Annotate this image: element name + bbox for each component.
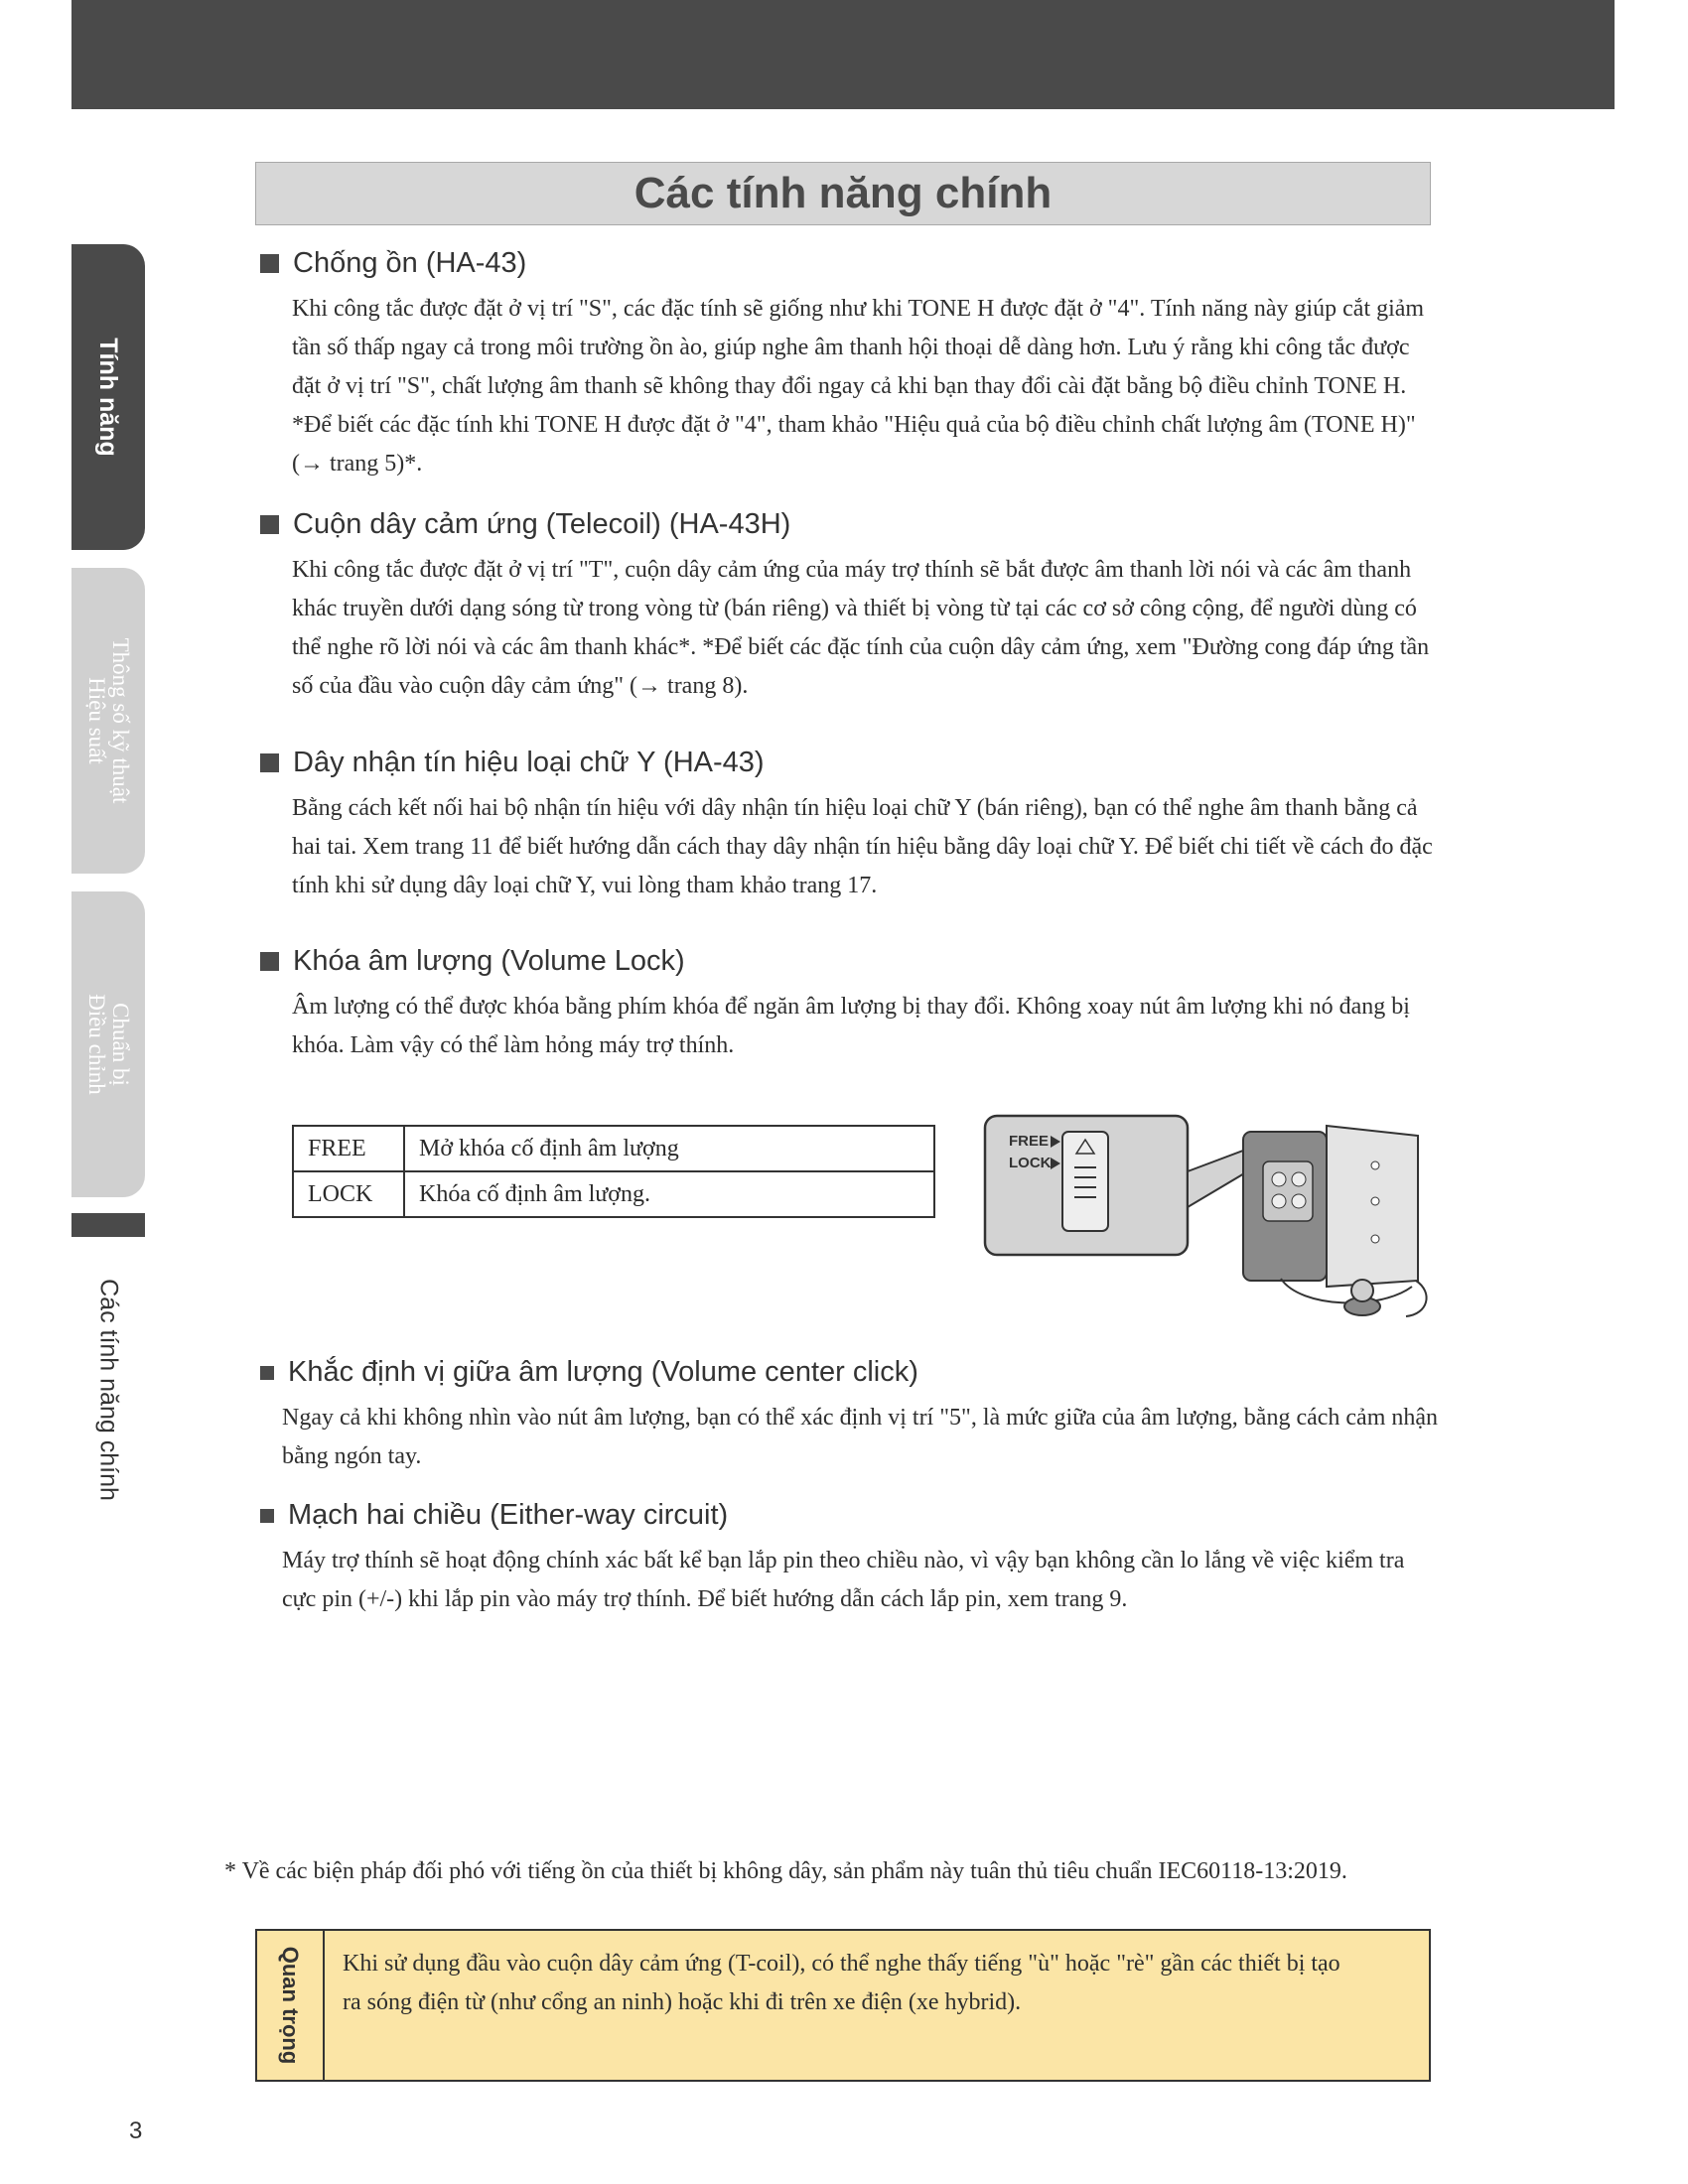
sidebar-tab-specifications[interactable] <box>71 568 145 874</box>
section-body: Khi công tắc được đặt ở vị trí "S", các đặc tính sẽ giống như khi TONE H được đặt ở "4". Tính năng này giúp cắt giảm tần số thấp ngay cả trong môi trường ồn ào, giúp nghe âm thanh hội thoại dễ dàng hơn. Lưu ý rằng khi công tắc được đặt ở vị trí "S", chất lượng âm thanh sẽ không thay đổi ngay cả khi bạn thay đổi cài đặt bằng bộ điều chỉnh TONE H. *Để biết các đặc tính khi TONE H được đặt ở "4", tham khảo "Hiệu quả của bộ điều chỉnh chất lượng âm (TONE H)" (→ trang 5)*. <box>292 296 1425 477</box>
table-cell-key: FREE <box>293 1126 404 1171</box>
section-body: Âm lượng có thể được khóa bằng phím khóa để ngăn âm lượng bị thay đổi. Không xoay nút âm lượng khi nó đang bị khóa. Làm vậy có thể làm hỏng máy trợ thính. <box>292 994 1410 1058</box>
current-section-marker <box>71 1213 145 1237</box>
section-heading-text: Khắc định vị giữa âm lượng (Volume center click) <box>288 1356 918 1388</box>
sidebar-tab-label <box>84 994 132 1095</box>
footnote: * Về các biện pháp đối phó với tiếng ồn của thiết bị không dây, sản phẩm này tuân thủ tiêu chuẩn IEC60118-13:2019. <box>224 1858 1347 1884</box>
table-cell-value: Mở khóa cố định âm lượng <box>404 1126 934 1171</box>
square-bullet-icon <box>260 515 279 534</box>
important-notice <box>255 1929 1431 2082</box>
section-either-way-circuit <box>260 1499 1442 1619</box>
square-bullet-icon <box>260 254 279 273</box>
section-heading <box>260 747 1442 779</box>
sidebar-tab-label <box>84 638 132 804</box>
section-body: Khi công tắc được đặt ở vị trí "T", cuộn dây cảm ứng của máy trợ thính sẽ bắt được âm thanh lời nói và các âm thanh khác truyền dưới dạng sóng từ trong vòng từ (bán riêng) và thiết bị vòng từ tại các cơ sở công cộng, để người dùng có thể nghe rõ lời nói và các âm thanh khác*. *Để biết các đặc tính của cuộn dây cảm ứng, xem "Đường cong đáp ứng tần số của đầu vào cuộn dây cảm ứng" (→ trang 8). <box>292 557 1430 699</box>
table-row <box>293 1126 934 1171</box>
section-noise-reduction <box>260 247 1442 483</box>
section-heading <box>260 1356 1442 1389</box>
sidebar-tab-preparation[interactable] <box>71 891 145 1197</box>
sidebar-tab-features[interactable] <box>71 244 145 550</box>
section-heading-text: Khóa âm lượng (Volume Lock) <box>293 945 685 977</box>
figure-label-free: FREE <box>1009 1133 1050 1150</box>
sidebar-tab-label-line: Điều chỉnh <box>84 994 109 1095</box>
volume-lock-table <box>292 1125 935 1218</box>
hearing-aid-lid <box>1327 1126 1418 1287</box>
hearing-aid-figure <box>983 1112 1440 1320</box>
section-heading-text: Mạch hai chiều (Either-way circuit) <box>288 1499 729 1531</box>
sidebar-tab-label: Tính năng <box>94 338 123 457</box>
section-body: Bằng cách kết nối hai bộ nhận tín hiệu với dây nhận tín hiệu loại chữ Y (bán riêng), bạn có thể nghe âm thanh bằng cả hai tai. Xem trang 11 để biết hướng dẫn cách thay dây nhận tín hiệu bằng dây loại chữ Y. Để biết chi tiết về cách đo đặc tính khi sử dụng dây loại chữ Y, vui lòng tham khảo trang 17. <box>292 795 1433 898</box>
table-cell-value: Khóa cố định âm lượng. <box>404 1171 934 1217</box>
section-heading <box>260 1499 1442 1532</box>
section-volume-center-click <box>260 1356 1442 1476</box>
important-label: Quan trọng <box>278 1946 303 2065</box>
section-telecoil <box>260 508 1442 706</box>
section-heading-text: Chống ồn (HA-43) <box>293 247 527 279</box>
sidebar-tab-label-line: Chuẩn bị <box>108 1003 134 1086</box>
page-number: 3 <box>129 2117 143 2144</box>
section-heading-text: Cuộn dây cảm ứng (Telecoil) (HA-43H) <box>293 508 791 540</box>
sidebar-tab-label-line: Thông số kỹ thuật <box>108 637 134 804</box>
section-body: Máy trợ thính sẽ hoạt động chính xác bất kể bạn lắp pin theo chiều nào, vì vậy bạn không cần lo lắng về việc kiểm tra cực pin (+/-) khi lắp pin vào máy trợ thính. Để biết hướng dẫn cách lắp pin, xem trang 9. <box>282 1548 1405 1612</box>
figure-label-lock: LOCK <box>1009 1155 1052 1171</box>
square-bullet-icon <box>260 753 279 772</box>
section-heading <box>260 508 1442 541</box>
section-heading <box>260 945 1442 978</box>
current-section-label: Các tính năng chính <box>94 1279 123 1501</box>
square-bullet-icon <box>260 1366 274 1380</box>
section-volume-lock <box>260 945 1442 1065</box>
page-title: Các tính năng chính <box>255 162 1431 225</box>
section-y-cord <box>260 747 1442 905</box>
lock-switch <box>1062 1132 1108 1231</box>
section-heading-text: Dây nhận tín hiệu loại chữ Y (HA-43) <box>293 747 765 778</box>
table-cell-key: LOCK <box>293 1171 404 1217</box>
sidebar-tab-label-line: Hiệu suất <box>84 677 109 764</box>
section-heading <box>260 247 1442 280</box>
important-text: Khi sử dụng đầu vào cuộn dây cảm ứng (T-coil), có thể nghe thấy tiếng "ù" hoặc "rè" gần các thiết bị tạo ra sóng điện từ (như cổng an ninh) hoặc khi đi trên xe điện (xe hybrid). <box>343 1951 1340 2015</box>
square-bullet-icon <box>260 952 279 971</box>
square-bullet-icon <box>260 1509 274 1523</box>
important-label-cell <box>257 1931 325 2080</box>
table-row <box>293 1171 934 1217</box>
section-body: Ngay cả khi không nhìn vào nút âm lượng, bạn có thể xác định vị trí "5", là mức giữa của âm lượng, bằng cách cảm nhận bằng ngón tay. <box>282 1405 1439 1469</box>
header-bar <box>71 0 1615 109</box>
